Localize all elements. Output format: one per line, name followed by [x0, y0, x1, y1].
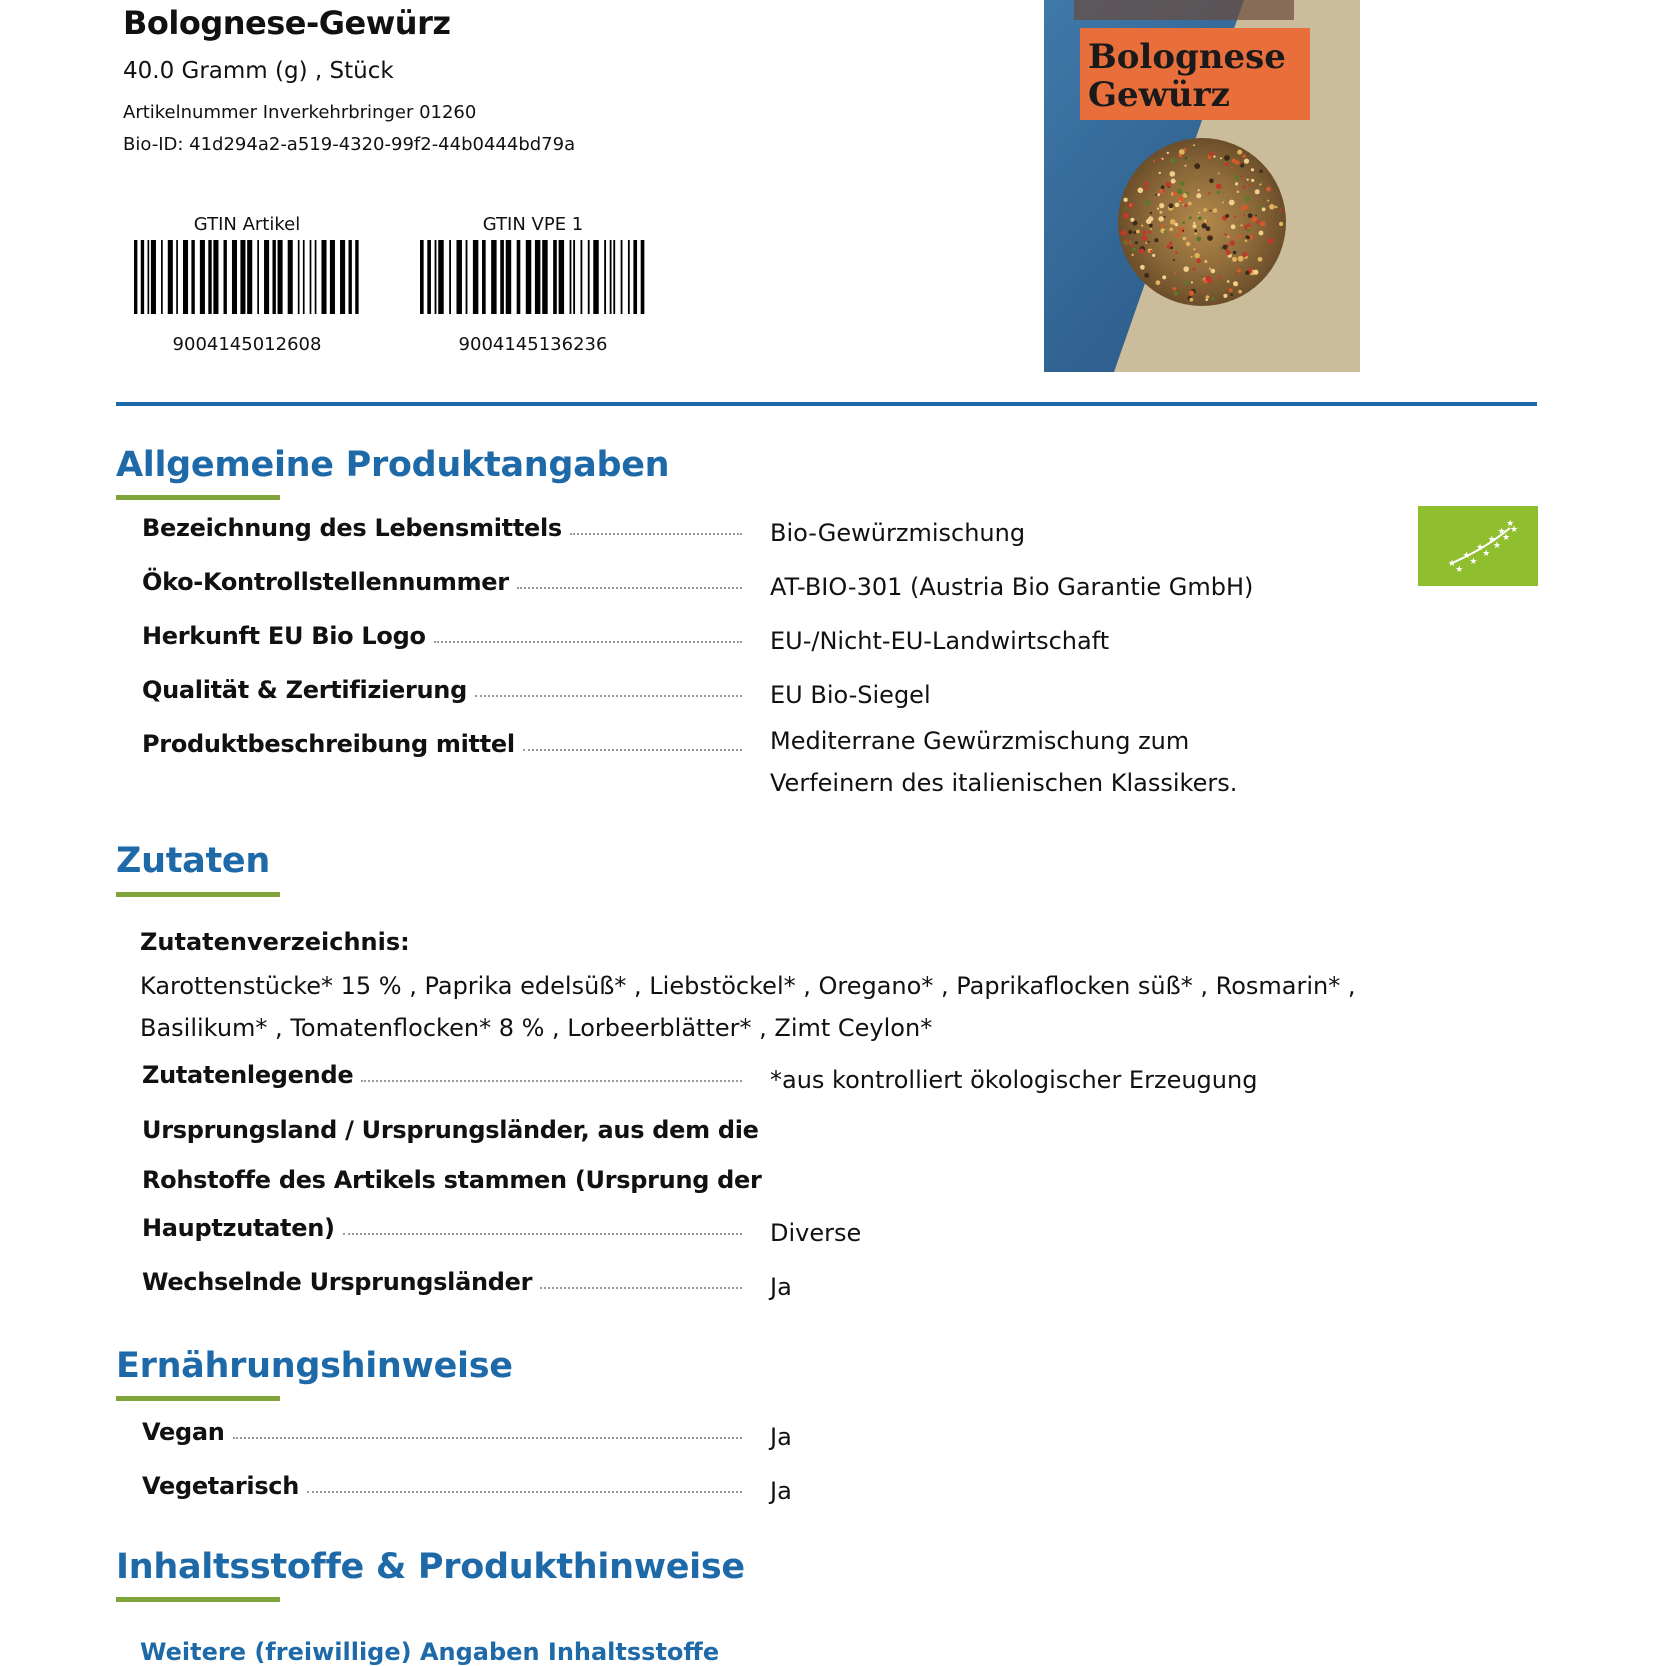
barcode-number-vpe: 9004145136236	[458, 334, 608, 355]
svg-text:★: ★	[1497, 527, 1506, 537]
row-value-control-body: AT-BIO-301 (Austria Bio Garantie GmbH)	[770, 573, 1254, 601]
article-number: Artikelnummer Inverkehrbringer 01260	[123, 102, 477, 123]
bio-id: Bio-ID: 41d294a2-a519-4320-99f2-44b0444bd79a	[123, 134, 576, 155]
ingredients-list-line2: Basilikum* , Tomatenflocken* 8 % , Lorbeerblätter* , Zimt Ceylon*	[140, 1014, 933, 1042]
row-value-changing-origin: Ja	[770, 1273, 792, 1301]
section-heading-nutrition: Ernährungshinweise	[116, 1346, 513, 1386]
barcode-number-article: 9004145012608	[172, 334, 322, 355]
barcode-label-vpe: GTIN VPE 1	[482, 214, 584, 235]
product-quantity: 40.0 Gramm (g) , Stück	[123, 58, 394, 84]
row-value-vegetarian: Ja	[770, 1477, 792, 1505]
row-label-designation: Bezeichnung des Lebensmittels	[142, 514, 742, 542]
svg-text:★: ★	[1502, 533, 1511, 543]
row-label-control-body: Öko-Kontrollstellennummer	[142, 568, 742, 596]
row-value-ingredients-legend: *aus kontrolliert ökologischer Erzeugung	[770, 1066, 1258, 1094]
row-label-changing-origin: Wechselnde Ursprungsländer	[142, 1268, 742, 1296]
row-label-vegan: Vegan	[142, 1418, 742, 1446]
svg-text:★: ★	[1448, 559, 1457, 569]
row-label-ingredients-legend: Zutatenlegende	[142, 1061, 742, 1089]
section-underline	[116, 1597, 280, 1602]
row-label-origin: Hauptzutaten)	[142, 1214, 742, 1242]
package-text-line1: Bolognese	[1088, 37, 1286, 77]
row-value-origin: Diverse	[770, 1219, 862, 1247]
ingredients-list-label: Zutatenverzeichnis:	[140, 928, 410, 956]
svg-text:★: ★	[1469, 557, 1478, 567]
svg-text:★: ★	[1492, 541, 1501, 551]
barcode-vpe	[420, 240, 648, 314]
svg-text:★: ★	[1506, 519, 1515, 529]
section-heading-general: Allgemeine Produktangaben	[116, 445, 670, 485]
origin-label-line1: Ursprungsland / Ursprungsländer, aus dem die	[142, 1116, 759, 1144]
section-underline	[116, 892, 280, 897]
row-value-designation: Bio-Gewürzmischung	[770, 519, 1026, 547]
product-title: Bolognese-Gewürz	[123, 4, 451, 42]
row-label-eu-logo-origin: Herkunft EU Bio Logo	[142, 622, 742, 650]
row-label-quality: Qualität & Zertifizierung	[142, 676, 742, 704]
eu-organic-leaf-icon	[1418, 506, 1538, 586]
section-underline	[116, 495, 280, 500]
row-value-eu-logo-origin: EU-/Nicht-EU-Landwirtschaft	[770, 627, 1110, 655]
contents-subheading: Weitere (freiwillige) Angaben Inhaltsstoffe	[140, 1638, 720, 1666]
svg-text:★: ★	[1462, 551, 1471, 561]
row-value-description: Mediterrane Gewürzmischung zum Verfeinern des italienischen Klassikers.	[770, 727, 1238, 797]
section-heading-ingredients: Zutaten	[116, 841, 270, 881]
section-underline	[116, 1396, 280, 1401]
barcode-label-article: GTIN Artikel	[193, 214, 301, 235]
svg-text:★: ★	[1510, 525, 1519, 535]
product-package-image	[1044, 0, 1360, 372]
row-label-description: Produktbeschreibung mittel	[142, 730, 742, 758]
row-value-vegan: Ja	[770, 1423, 792, 1451]
row-label-vegetarian: Vegetarisch	[142, 1472, 742, 1500]
package-text-line2: Gewürz	[1088, 75, 1230, 115]
svg-text:★: ★	[1455, 565, 1464, 575]
svg-text:★: ★	[1487, 535, 1496, 545]
row-value-quality: EU Bio-Siegel	[770, 681, 931, 709]
svg-text:★: ★	[1482, 549, 1491, 559]
section-heading-contents: Inhaltsstoffe & Produkthinweise	[116, 1547, 745, 1587]
svg-text:★: ★	[1476, 543, 1485, 553]
header-divider	[116, 402, 1537, 406]
barcode-article	[134, 240, 362, 314]
origin-label-line2: Rohstoffe des Artikels stammen (Ursprung der	[142, 1166, 762, 1194]
ingredients-list-line1: Karottenstücke* 15 % , Paprika edelsüß* , Liebstöckel* , Oregano* , Paprikaflocken süß* , Rosmarin* ,	[140, 972, 1356, 1000]
